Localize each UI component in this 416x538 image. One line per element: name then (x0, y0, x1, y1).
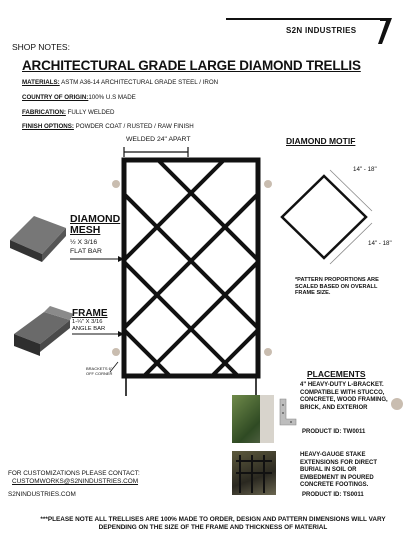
spec-value: POWDER COAT / RUSTED / RAW FINISH (73, 123, 194, 130)
contact-line: FOR CUSTOMIZATIONS PLEASE CONTACT: (8, 470, 140, 477)
brackets-offset-note: BRACKETS 6" OFF CORNER (86, 366, 113, 376)
pattern-proportion-note: *PATTERN PROPORTIONS ARE SCALED BASED ON OVERALL FRAME SIZE. (295, 277, 379, 297)
stake-trellis-icon (232, 451, 276, 495)
wall-surface (260, 395, 274, 443)
spec-value: ASTM A36-14 ARCHITECTURAL GRADE STEEL / IRON (59, 79, 219, 86)
trellis-frame (124, 160, 258, 396)
spec-label: FABRICATION: (22, 109, 66, 116)
frame-title: FRAME (72, 308, 108, 319)
l-bracket-photo (232, 395, 274, 443)
diamond-motif (282, 170, 372, 264)
bracket-dot-top-left (112, 180, 120, 188)
spec-label: MATERIALS: (22, 79, 60, 86)
contact-block (8, 470, 140, 486)
mesh-type: FLAT BAR (70, 248, 102, 255)
contact-email-link[interactable]: CUSTOMWORKS@S2NINDUSTRIES.COM (12, 478, 139, 485)
placements-title: PLACEMENTS (307, 369, 366, 379)
welded-spacing-label: WELDED 24" APART (126, 136, 191, 143)
mesh-arrow (70, 256, 124, 262)
diamond-motif-title: DIAMOND MOTIF (286, 136, 356, 146)
diamond-dim-top: 14" - 18" (353, 166, 377, 173)
spec-label: COUNTRY OF ORIGIN: (22, 94, 89, 101)
l-bracket-description: 4" HEAVY-DUTY L-BRACKET. COMPATIBLE WITH STUCCO, CONCRETE, WOOD FRAMING, BRICK, AND EXTERIOR (300, 382, 388, 411)
mesh-size: ½ X 3/16 (70, 239, 98, 246)
l-bracket-product-id: PRODUCT ID: TW0011 (302, 429, 366, 435)
made-to-order-note: ***PLEASE NOTE ALL TRELLISES ARE 100% MADE TO ORDER, DESIGN AND PATTERN DIMENSIONS WILL VARY DEPENDING ON THE SIZE OF THE FRAME AND THICKNESS OF MATERIAL (40, 516, 386, 531)
shop-notes-label: SHOP NOTES: (12, 42, 70, 52)
bracket-dot-bottom-right (264, 348, 272, 356)
page-title: ARCHITECTURAL GRADE LARGE DIAMOND TRELLIS (22, 58, 361, 73)
mesh-title-line2: MESH (70, 224, 101, 236)
angle-bar-image (14, 306, 74, 356)
spec-value: FULLY WELDED (65, 109, 115, 116)
spec-value: 100% U.S MADE (88, 94, 136, 101)
brand-name: S2N INDUSTRIES (286, 26, 357, 35)
frame-spec (72, 319, 132, 333)
diamond-mesh-title (70, 214, 130, 236)
frame-size: 1-¼" X 3/16 (72, 319, 103, 325)
stake-description: HEAVY-GAUGE STAKE EXTENSIONS FOR DIRECT BURIAL IN SOIL OR EMBEDMENT IN POURED CONCRETE FOOTINGS. (300, 452, 378, 489)
flat-bar-image (10, 216, 66, 262)
frame-type: ANGLE BAR (72, 326, 106, 332)
stake-product-id: PRODUCT ID: TS0011 (302, 492, 364, 498)
diamond-dim-bottom: 14" - 18" (368, 240, 392, 247)
stake-extension-photo (232, 451, 276, 495)
l-bracket-icon (276, 397, 298, 427)
bracket-dot-top-right (264, 180, 272, 188)
mesh-spec (70, 238, 130, 256)
mesh-title-line1: DIAMOND (70, 213, 121, 225)
website-link[interactable]: S2NINDUSTRIES.COM (8, 491, 76, 498)
welded-dimension-line (124, 147, 188, 157)
spec-label: FINISH OPTIONS: (22, 123, 74, 130)
bracket-dot-bottom-left (112, 348, 120, 356)
